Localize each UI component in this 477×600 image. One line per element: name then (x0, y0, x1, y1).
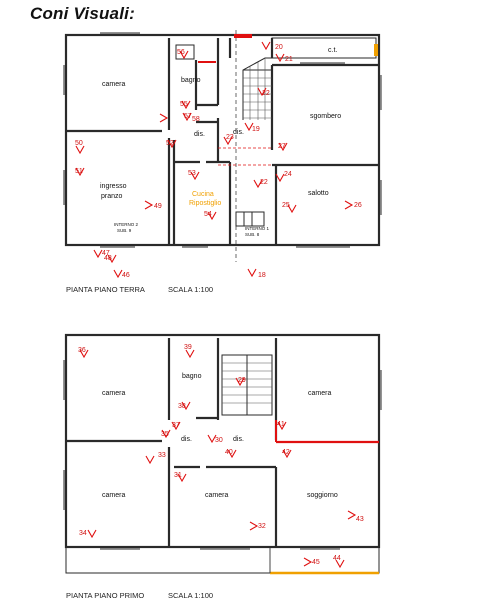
ground-stair (243, 58, 272, 120)
ct-room (272, 38, 376, 58)
view-cone-label: 25 (282, 202, 290, 209)
view-cone-label: 19 (252, 126, 260, 133)
ground-floor-scale: SCALA 1:100 (168, 285, 214, 294)
view-cone-label: 55 (180, 101, 188, 108)
room-label-ct: c.t. (328, 47, 338, 54)
view-cone-label: 49 (154, 203, 162, 210)
view-cone-marker-31 (174, 472, 186, 481)
view-cone-marker-38 (178, 402, 190, 410)
room-label-sub-9: SUB. 9 (117, 228, 132, 233)
view-cone-icon (248, 269, 256, 276)
view-cone-marker-32 (250, 522, 266, 530)
view-cone-label: 38 (178, 403, 186, 410)
view-cone-label: 46 (122, 272, 130, 279)
view-cone-marker-42 (282, 449, 291, 457)
view-cone-marker-36 (78, 347, 88, 357)
room-label-salotto: salotto (308, 190, 329, 197)
view-cone-marker-33 (146, 452, 166, 463)
view-cone-marker-50 (75, 140, 84, 153)
view-cone-icon (145, 201, 152, 209)
ground-floor-caption: PIANTA PIANO TERRA (66, 285, 145, 294)
view-cone-marker-40 (225, 449, 236, 457)
view-cone-marker-41 (277, 421, 286, 429)
view-cone-marker-48 (104, 255, 116, 262)
view-cone-marker-24 (276, 171, 292, 181)
red-hatch (234, 34, 252, 38)
view-cone-marker-18 (248, 269, 266, 279)
room-label-ingresso: ingresso (100, 183, 127, 190)
room-label-dis: dis. (233, 436, 244, 443)
room-label-sgombero: sgombero (310, 113, 342, 120)
view-cone-marker-56 (177, 49, 188, 58)
view-cone-icon (186, 350, 194, 357)
view-cone-marker-21 (276, 54, 293, 63)
view-cone-label: 43 (356, 516, 364, 523)
view-cone-label: 31 (174, 472, 182, 479)
room-label-dis: dis. (233, 129, 244, 136)
view-cone-label: 36 (78, 347, 86, 354)
view-cone-icon (304, 558, 311, 566)
view-cone-label: 29 (238, 377, 246, 384)
view-cone-marker-49 (145, 201, 162, 210)
view-cone-icon (94, 250, 102, 257)
view-cone-icon (345, 201, 352, 209)
view-cone-label: 52 (166, 140, 174, 147)
view-cone-icon (250, 522, 257, 530)
first-stair (222, 355, 272, 415)
view-cone-icon (262, 42, 270, 49)
view-cone-icon (88, 530, 96, 537)
view-cone-label: 57 (184, 113, 192, 120)
view-cone-label: 27 (278, 143, 286, 150)
view-cone-label: 51 (75, 168, 83, 175)
view-cone-label: 26 (354, 202, 362, 209)
room-label-camera: camera (102, 390, 126, 397)
view-cone-marker-54 (204, 211, 216, 219)
view-cone-label: 34 (79, 530, 87, 537)
view-cone-marker-29 (236, 377, 246, 385)
ground-outer-wall (66, 35, 379, 245)
view-cone-marker-34 (79, 530, 96, 537)
ct-yellow-mark (374, 44, 378, 56)
page-title: Coni Visuali: (30, 4, 135, 23)
view-cone-marker-55 (180, 101, 190, 108)
room-label-camera: camera (102, 81, 126, 88)
view-cone-marker-51 (75, 168, 84, 175)
view-cone-label: 20 (275, 44, 283, 51)
view-cone-label: 48 (104, 255, 112, 262)
view-cone-marker-26 (345, 201, 362, 209)
view-cone-label: 47 (102, 250, 110, 257)
ground-entry-block (236, 212, 264, 226)
view-cone-icon (114, 270, 122, 277)
view-cone-marker-30 (208, 435, 223, 444)
view-cone-label: 54 (204, 211, 212, 218)
view-cone-marker-19 (245, 123, 260, 133)
view-cone-label: 45 (312, 559, 320, 566)
room-label-interno-2: INTERNO 2 (114, 222, 139, 227)
room-label-interno-1: INTERNO 1 (245, 226, 270, 231)
view-cone-marker-25 (282, 202, 296, 212)
view-cone-label: 22 (262, 90, 270, 97)
view-cone-marker-37 (172, 422, 180, 429)
view-cone-marker-45 (304, 558, 320, 566)
view-cone-marker-27 (278, 143, 287, 150)
view-cone-marker-46 (114, 270, 130, 279)
view-cone-label: 58 (192, 116, 200, 123)
view-cone-marker-44 (333, 555, 344, 567)
view-cone-label: 56 (177, 49, 185, 56)
view-cone-marker-22a (258, 88, 270, 97)
view-cone-marker-35 (161, 430, 170, 438)
view-cone-label: 44 (333, 555, 341, 562)
view-cone-label: 42 (282, 449, 290, 456)
room-label-camera: camera (205, 492, 229, 499)
room-label-dis: dis. (181, 436, 192, 443)
view-cone-marker-43 (348, 511, 364, 523)
view-cone-marker-22 (254, 179, 268, 187)
view-cone-markers (75, 42, 364, 567)
first-floor-scale: SCALA 1:100 (168, 591, 214, 600)
view-cone-label: 37 (172, 422, 180, 429)
room-label-dis: dis. (194, 131, 205, 138)
view-cone-label: 18 (258, 272, 266, 279)
view-cone-label: 24 (284, 171, 292, 178)
view-cone-label: 21 (285, 56, 293, 63)
room-label-sub-8: SUB. 8 (245, 232, 260, 237)
view-cone-label: 40 (225, 449, 233, 456)
room-label-pranzo: pranzo (101, 193, 123, 200)
view-cone-icon (146, 456, 154, 463)
view-cone-icon (160, 114, 167, 122)
view-cone-icon (76, 146, 84, 153)
view-cone-marker-53 (188, 170, 199, 179)
room-label-bagno: bagno (182, 373, 202, 380)
view-cone-label: 39 (184, 344, 192, 351)
view-cone-label: 41 (277, 421, 285, 428)
view-cone-label: 50 (75, 140, 83, 147)
view-cone-icon (276, 174, 284, 181)
view-cone-label: 23 (226, 134, 234, 141)
view-cone-label: 33 (158, 452, 166, 459)
room-label-camera: camera (102, 492, 126, 499)
view-cone-label: 22 (260, 179, 268, 186)
room-label-camera: camera (308, 390, 332, 397)
room-label-cucina: Cucina (192, 191, 214, 198)
view-cone-marker-23 (224, 134, 234, 144)
view-cone-label: 30 (215, 437, 223, 444)
view-cone-marker-39 (184, 344, 194, 357)
first-floor-caption: PIANTA PIANO PRIMO (66, 591, 145, 600)
room-label-bagno: bagno (181, 77, 201, 84)
view-cone-label: 53 (188, 170, 196, 177)
view-cone-label: 32 (258, 523, 266, 530)
view-cone-icon (348, 511, 355, 519)
view-cone-marker-58 (160, 114, 200, 123)
view-cone-label: 35 (161, 431, 169, 438)
room-label-ripostiglio: Ripostiglio (189, 200, 222, 207)
view-cone-marker-57 (183, 113, 192, 120)
room-label-soggiorno: soggiorno (307, 492, 338, 499)
